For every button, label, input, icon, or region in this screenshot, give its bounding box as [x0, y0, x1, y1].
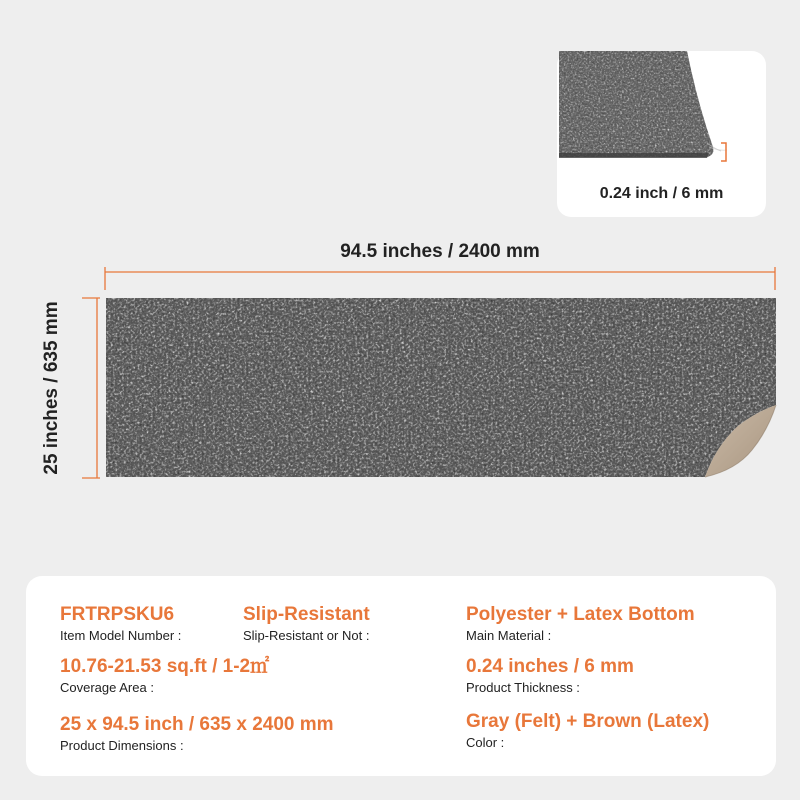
thickness-inset-label: 0.24 inch / 6 mm [599, 185, 724, 202]
spec-label: Coverage Area : [60, 680, 154, 695]
spec-coverage-area [60, 656, 269, 696]
spec-value: 10.76-21.53 sq.ft / 1-2㎡ [60, 656, 270, 677]
felt-mat [106, 298, 776, 477]
width-dimension-line [105, 267, 775, 290]
spec-value: Slip-Resistant [243, 604, 370, 625]
spec-value: Polyester + Latex Bottom [466, 604, 695, 625]
spec-label: Main Material : [466, 628, 552, 643]
spec-value: 25 x 94.5 inch / 635 x 2400 mm [60, 714, 334, 735]
spec-product-thickness [466, 656, 634, 696]
height-dimension-label: 25 inches / 635 mm [41, 301, 62, 475]
spec-slip-resistant [243, 604, 370, 644]
spec-label: Product Thickness : [466, 680, 580, 695]
spec-main-material [466, 604, 695, 644]
spec-model-number [60, 604, 181, 644]
height-dimension-line [82, 298, 100, 478]
spec-label: Slip-Resistant or Not : [243, 628, 370, 643]
specifications-panel [26, 576, 776, 776]
spec-color [466, 711, 709, 751]
spec-label: Color : [466, 735, 505, 750]
spec-value: 0.24 inches / 6 mm [466, 656, 634, 677]
spec-value: Gray (Felt) + Brown (Latex) [466, 711, 710, 732]
spec-product-dimensions [60, 714, 334, 754]
spec-value: FRTRPSKU6 [60, 604, 175, 625]
width-dimension-label: 94.5 inches / 2400 mm [340, 241, 540, 262]
spec-label: Item Model Number : [60, 628, 182, 643]
spec-label: Product Dimensions : [60, 738, 184, 753]
